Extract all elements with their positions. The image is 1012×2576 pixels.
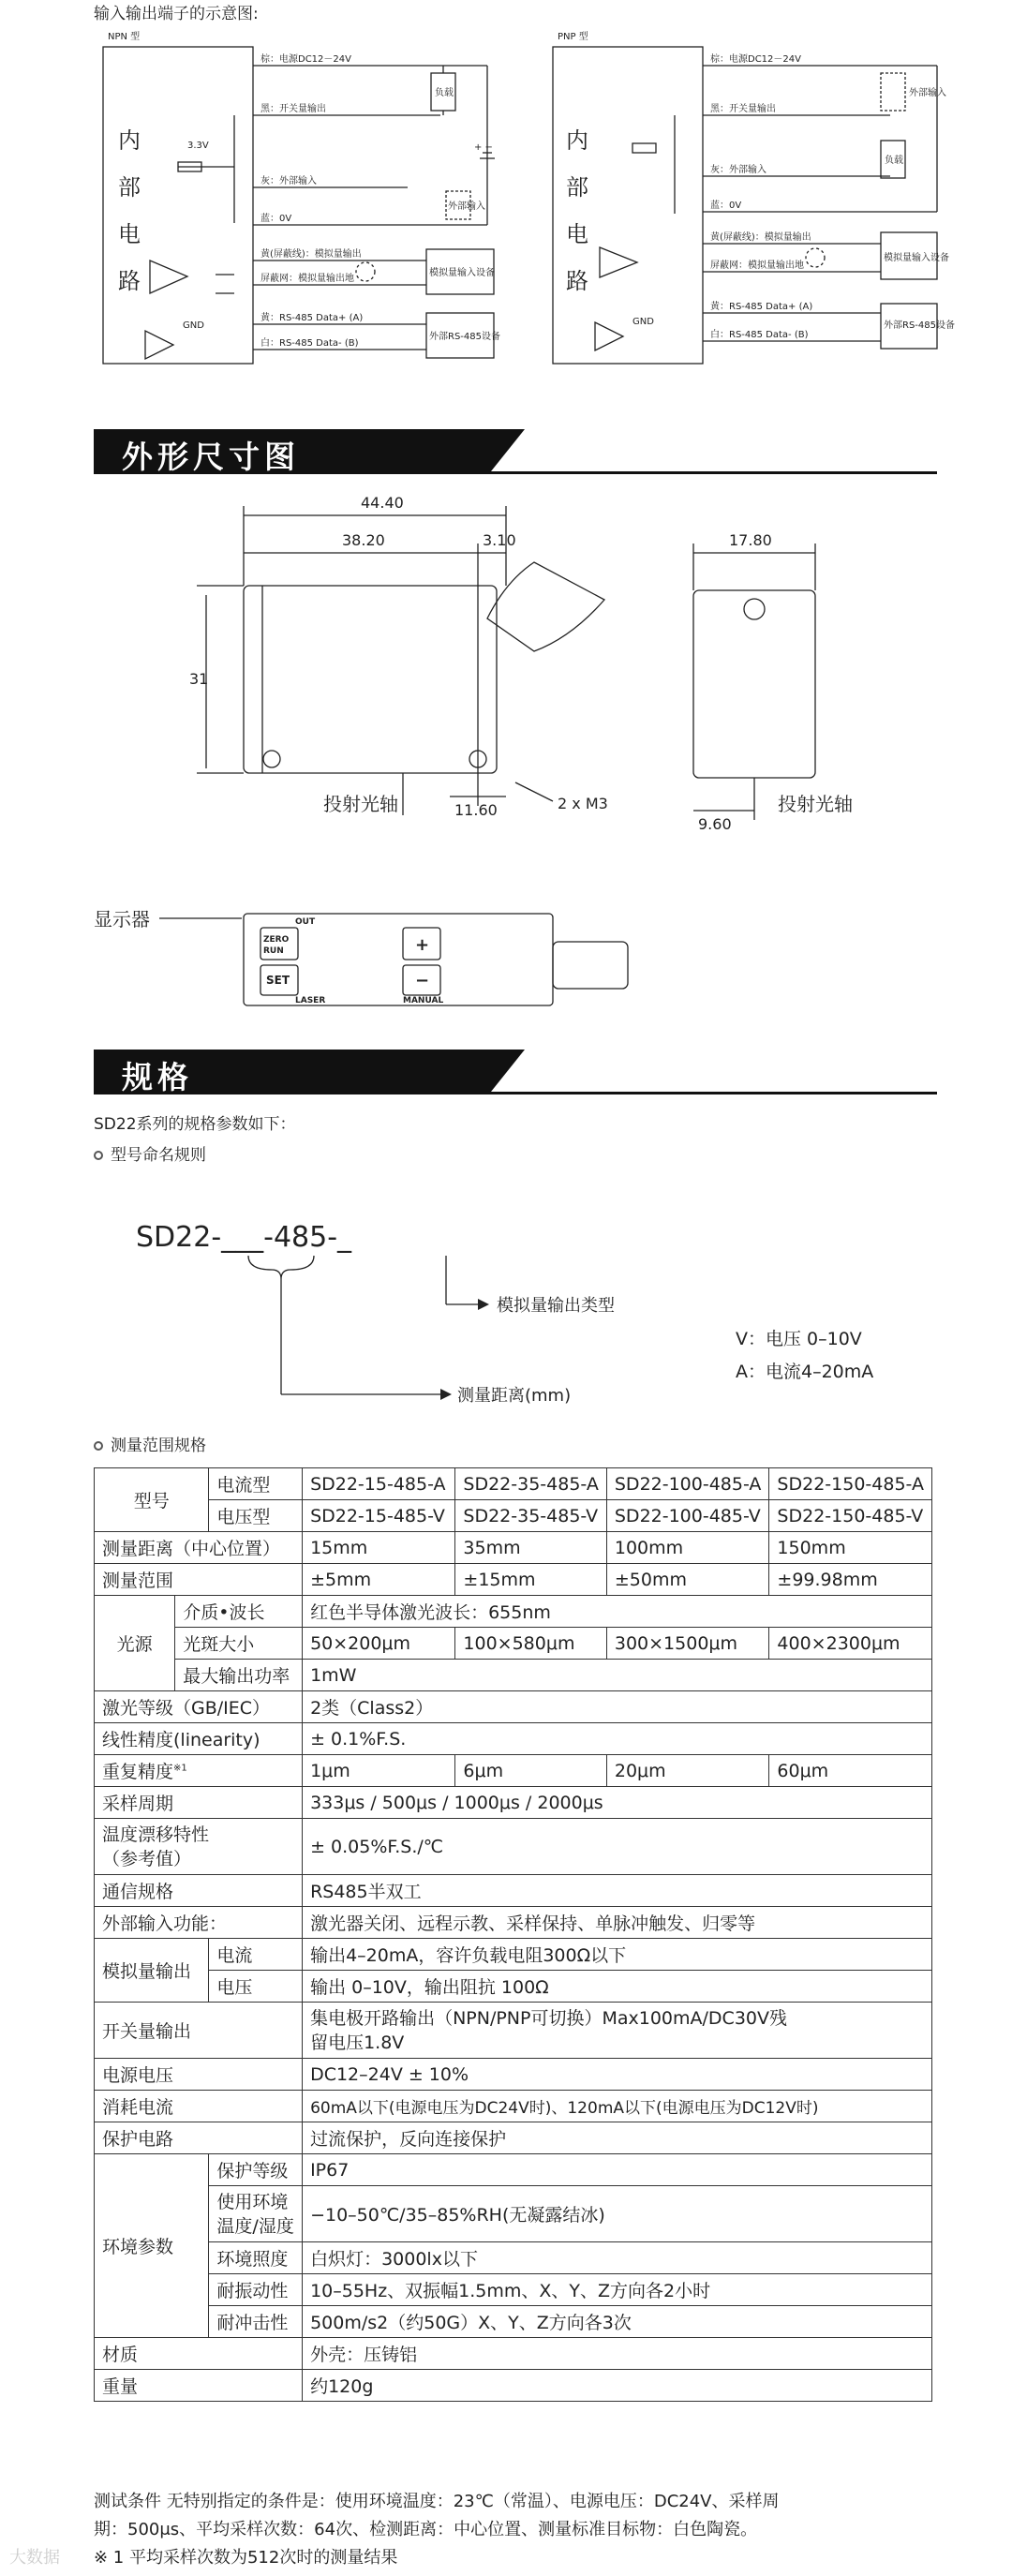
cell: 60mA以下(电源电压为DC24V时)、120mA以下(电源电压为DC12V时) [303, 2091, 932, 2122]
cell: 输出 0–10V，输出阻抗 100Ω [303, 1971, 932, 2003]
pnp-internal-3: 电 [566, 221, 588, 247]
dimension-drawing [94, 487, 937, 1012]
table-row [95, 2186, 932, 2242]
rep-label: 重复精度 [102, 1762, 174, 1782]
cell: 10–55Hz、双振幅1.5mm、X、Y、Z方向各2小时 [303, 2274, 932, 2306]
cell: 线性精度(linearity) [95, 1723, 303, 1755]
panel-laser: LASER [295, 996, 326, 1005]
cell: SD22-100-485-V [606, 1500, 769, 1532]
cell: 1μm [303, 1755, 455, 1787]
npn-volt: 3.3V [187, 141, 209, 151]
spec-section-title: 规格 [122, 1059, 193, 1095]
rep-sup: ※1 [173, 1763, 187, 1774]
table-heading [94, 1432, 206, 1455]
cell: 电流型 [209, 1468, 303, 1500]
npn-blue: 蓝：0V [260, 214, 292, 224]
pnp-blue: 蓝：0V [710, 201, 742, 211]
table-row [95, 2122, 932, 2154]
cell: 电压型 [209, 1500, 303, 1532]
dim-screw: 2 x M3 [558, 795, 608, 812]
table-row [95, 2091, 932, 2122]
footnote-line-1: 测试条件 无特别指定的条件是：使用环境温度：23℃（常温）、电源电压：DC24V、采样周 [94, 2492, 780, 2511]
cell: 15mm [303, 1532, 455, 1564]
naming-heading [94, 1141, 206, 1165]
pnp-load: 负载 [885, 156, 903, 166]
cell: 150mm [769, 1532, 932, 1564]
cell: 白炽灯：3000lx以下 [303, 2242, 932, 2274]
cell: 材质 [95, 2338, 303, 2370]
cell: 电压 [209, 1971, 303, 2003]
envt-label-1: 使用环境 [216, 2191, 289, 2212]
cell [95, 1755, 303, 1787]
cell: 光源 [95, 1596, 175, 1691]
npn-brown: 棕：电源DC12－24V [260, 54, 351, 65]
cell: 保护电路 [95, 2122, 303, 2154]
cell: 模拟量输出 [95, 1939, 209, 2003]
table-row [95, 1564, 932, 1596]
panel-out: OUT [295, 917, 316, 927]
table-row [95, 2274, 932, 2306]
envt-label-2: 温度/湿度 [216, 2215, 294, 2237]
watermark: 大数据 [9, 2548, 60, 2568]
temp-label-1: 温度漂移特性 [102, 1824, 210, 1845]
dim-tab: 3.10 [483, 531, 516, 549]
cell: 300×1500μm [606, 1628, 769, 1660]
dim-axis: 11.60 [454, 801, 498, 819]
dim-side-axis: 9.60 [698, 815, 732, 833]
cell: 开关量输出 [95, 2003, 303, 2059]
cell: 过流保护，反向连接保护 [303, 2122, 932, 2154]
sw-line-2: 留电压1.8V [310, 2032, 405, 2053]
sw-line-1: 集电极开路输出（NPN/PNP可切换）Max100mA/DC30V残 [310, 2007, 787, 2029]
table-row [95, 1875, 932, 1907]
panel-plus: + [415, 935, 430, 955]
pnp-internal-4: 路 [566, 268, 588, 294]
table-row [95, 2059, 932, 2091]
cell: 测量距离（中心位置） [95, 1532, 303, 1564]
cell: RS485半双工 [303, 1875, 932, 1907]
cell: 外部输入功能： [95, 1907, 303, 1939]
opt-v: V：电压 0–10V [736, 1329, 862, 1349]
cell: 光斑大小 [175, 1628, 303, 1660]
npn-shield: 屏蔽网：模拟量输出地 [260, 274, 354, 284]
analog-type: 模拟量输出类型 [497, 1296, 615, 1316]
pnp-ext-input: 外部输入 [909, 88, 946, 98]
dim-height: 31 [189, 670, 209, 688]
axis-label-side: 投射光轴 [778, 793, 853, 815]
panel-zero: ZERO [263, 935, 290, 945]
screw-hole-left [263, 751, 280, 767]
table-row [95, 2370, 932, 2402]
naming-title: 型号命名规则 [111, 1146, 206, 1165]
panel-set: SET [266, 974, 290, 987]
cable-stub [553, 942, 628, 989]
cell: ± 0.05%F.S./℃ [303, 1819, 932, 1875]
pnp-analog-dev: 模拟量输入设备 [884, 253, 949, 263]
pnp-title: PNP 型 [558, 32, 588, 42]
pnp-internal-1: 内 [566, 127, 588, 154]
cell: 60μm [769, 1755, 932, 1787]
cell: 35mm [455, 1532, 606, 1564]
cell: SD22-35-485-V [455, 1500, 606, 1532]
dim-body: 38.20 [342, 531, 385, 549]
cell: 型号 [95, 1468, 209, 1532]
pnp-orange: 黄：RS-485 Data+ (A) [710, 302, 813, 312]
cell: 介质•波长 [175, 1596, 303, 1628]
table-row [95, 1500, 932, 1532]
pnp-rs485-dev: 外部RS-485设备 [884, 320, 955, 331]
pnp-internal-box [553, 47, 703, 364]
footnote-line-2: 期：500μs、平均采样次数：64次、检测距离：中心位置、测量标准目标物：白色陶瓷。 [94, 2520, 758, 2539]
dim-width: 17.80 [729, 531, 772, 549]
cell: ±15mm [455, 1564, 606, 1596]
cell: SD22-35-485-A [455, 1468, 606, 1500]
npn-load: 负载 [435, 88, 454, 98]
table-row [95, 1819, 932, 1875]
cell: 最大输出功率 [175, 1660, 303, 1691]
cell: 500m/s2（约50G）X、Y、Z方向各3次 [303, 2306, 932, 2338]
table-row [95, 2003, 932, 2059]
range-label: 测量距离(mm) [457, 1386, 572, 1406]
npn-internal-2: 部 [118, 174, 141, 201]
cell: 约120g [303, 2370, 932, 2402]
table-title: 测量范围规格 [111, 1437, 206, 1455]
cell: SD22-150-485-V [769, 1500, 932, 1532]
cell: ±99.98mm [769, 1564, 932, 1596]
pnp-yellow: 黄(屏蔽线)：模拟量输出 [710, 232, 811, 243]
cell: 消耗电流 [95, 2091, 303, 2122]
cell: 红色半导体激光波长：655nm [303, 1596, 932, 1628]
table-row [95, 1532, 932, 1564]
axis-label: 投射光轴 [323, 793, 398, 815]
table-row [95, 1628, 932, 1660]
table-row [95, 1660, 932, 1691]
table-row [95, 1787, 932, 1819]
wiring-diagrams [94, 26, 955, 373]
npn-rs485-dev: 外部RS-485设备 [429, 332, 500, 342]
model-code: SD22-___-485-_ [136, 1221, 352, 1254]
panel-run: RUN [263, 946, 284, 956]
cell: ± 0.1%F.S. [303, 1723, 932, 1755]
cell: DC12–24V ± 10% [303, 2059, 932, 2091]
cell: 激光器关闭、远程示教、采样保持、单脉冲触发、归零等 [303, 1907, 932, 1939]
model-naming-diagram [131, 1218, 918, 1424]
cell: 外壳：压铸铝 [303, 2338, 932, 2370]
sensor-body-side [693, 590, 815, 778]
footnote-line-3: ※ 1 平均采样次数为512次时的测量结果 [94, 2548, 398, 2568]
pnp-white: 白：RS-485 Data- (B) [710, 330, 809, 340]
dim-total: 44.40 [361, 494, 404, 512]
table-row [95, 1596, 932, 1628]
table-row [95, 2306, 932, 2338]
wiring-caption: 输入输出端子的示意图: [94, 5, 259, 23]
cell: 耐振动性 [209, 2274, 303, 2306]
bullet-icon [94, 1441, 103, 1451]
npn-internal-4: 路 [118, 268, 141, 294]
table-row [95, 1939, 932, 1971]
pnp-shield: 屏蔽网：模拟量输出地 [710, 261, 804, 271]
cell: 6μm [455, 1755, 606, 1787]
npn-internal-box [103, 47, 253, 364]
cell: SD22-100-485-A [606, 1468, 769, 1500]
cell: 采样周期 [95, 1787, 303, 1819]
cell: ±50mm [606, 1564, 769, 1596]
npn-analog-dev: 模拟量输入设备 [429, 268, 495, 278]
table-row [95, 1723, 932, 1755]
table-row [95, 1468, 932, 1500]
cell: 重量 [95, 2370, 303, 2402]
npn-gnd: GND [183, 320, 204, 331]
dims-section-title: 外形尺寸图 [122, 439, 300, 475]
cell: 激光等级（GB/IEC） [95, 1691, 303, 1723]
cell: 环境参数 [95, 2154, 209, 2338]
npn-gray: 灰：外部输入 [260, 176, 317, 186]
pnp-brown: 棕：电源DC12－24V [710, 54, 801, 65]
cell: 333μs / 500μs / 1000μs / 2000μs [303, 1787, 932, 1819]
npn-white: 白：RS-485 Data- (B) [260, 338, 359, 349]
pnp-internal-2: 部 [566, 174, 588, 201]
cell [209, 2186, 303, 2242]
cell: SD22-15-485-V [303, 1500, 455, 1532]
npn-ext-input: 外部输入 [448, 201, 485, 212]
table-row [95, 2338, 932, 2370]
cell: SD22-15-485-A [303, 1468, 455, 1500]
npn-title: NPN 型 [108, 32, 141, 42]
table-row [95, 1755, 932, 1787]
opt-a: A：电流4–20mA [736, 1362, 874, 1382]
cell: 保护等级 [209, 2154, 303, 2186]
bullet-icon [94, 1151, 103, 1160]
npn-black: 黑：开关量输出 [260, 104, 326, 114]
pnp-gnd: GND [632, 317, 654, 327]
cell: 100mm [606, 1532, 769, 1564]
temp-label-2: （参考值） [102, 1848, 192, 1869]
cell: 电流 [209, 1939, 303, 1971]
panel-minus: − [415, 971, 430, 990]
sensor-body-front [244, 586, 497, 773]
spec-intro: SD22系列的规格参数如下： [94, 1115, 296, 1134]
npn-pm: + − [474, 142, 493, 153]
cell: 2类（Class2） [303, 1691, 932, 1723]
table-row [95, 1691, 932, 1723]
cell: SD22-150-485-A [769, 1468, 932, 1500]
cell: IP67 [303, 2154, 932, 2186]
cable [487, 562, 604, 651]
pnp-black: 黑：开关量输出 [710, 104, 776, 114]
npn-yellow: 黄(屏蔽线)：模拟量输出 [260, 249, 362, 260]
pnp-gray: 灰：外部输入 [710, 165, 766, 175]
cell: 耐冲击性 [209, 2306, 303, 2338]
npn-orange: 黄：RS-485 Data+ (A) [260, 313, 364, 323]
cell: 100×580μm [455, 1628, 606, 1660]
table-row [95, 2154, 932, 2186]
table-row [95, 1971, 932, 2003]
table-row [95, 2242, 932, 2274]
cell: 输出4–20mA，容许负载电阻300Ω以下 [303, 1939, 932, 1971]
display-label: 显示器 [94, 908, 150, 931]
cell: −10–50℃/35–85%RH(无凝露结冰) [303, 2186, 932, 2242]
cell [303, 2003, 932, 2059]
cell: 测量范围 [95, 1564, 303, 1596]
cell: 电源电压 [95, 2059, 303, 2091]
spec-section-header [94, 1050, 937, 1094]
cell: 通信规格 [95, 1875, 303, 1907]
cell: ±5mm [303, 1564, 455, 1596]
cell: 环境照度 [209, 2242, 303, 2274]
cell [95, 1819, 303, 1875]
cell: 50×200μm [303, 1628, 455, 1660]
panel-manual: MANUAL [403, 996, 444, 1005]
table-row [95, 1907, 932, 1939]
dims-section-header [94, 429, 937, 474]
spec-table [94, 1467, 932, 2402]
npn-internal-3: 电 [118, 221, 141, 247]
cell: 1mW [303, 1660, 932, 1691]
cell: 400×2300μm [769, 1628, 932, 1660]
npn-internal-1: 内 [118, 127, 141, 154]
cell: 20μm [606, 1755, 769, 1787]
